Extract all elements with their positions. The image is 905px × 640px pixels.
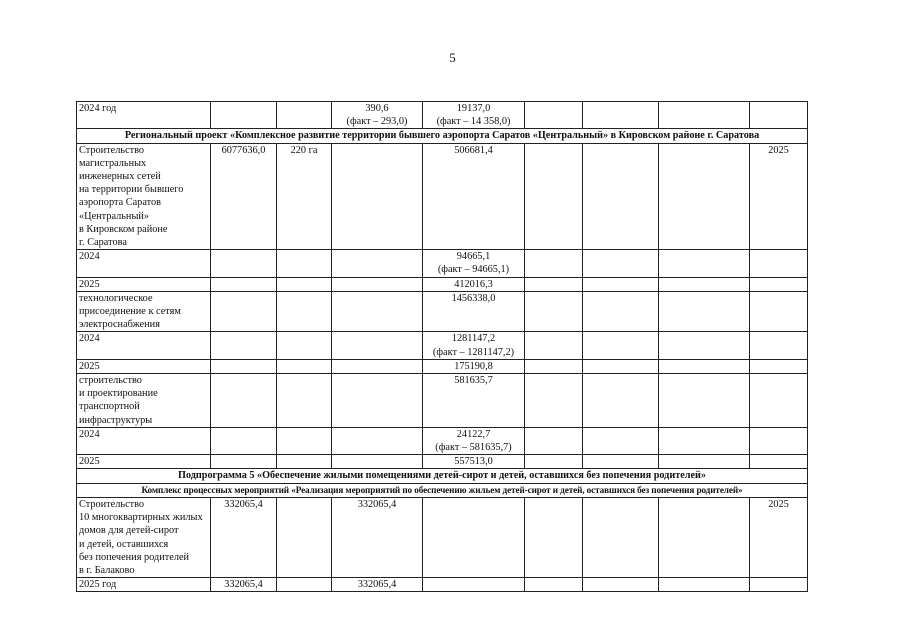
cell-value: 220 га bbox=[277, 143, 332, 250]
section-header bbox=[77, 129, 808, 143]
cell-value: 1456338,0 bbox=[423, 291, 525, 332]
row-object-1-2024 bbox=[77, 250, 808, 277]
page-number: 5 bbox=[449, 50, 456, 65]
cell-label: 2025 bbox=[77, 359, 211, 373]
cell-value: 332065,4 bbox=[332, 497, 423, 577]
row-object-2 bbox=[77, 291, 808, 332]
cell-value: 506681,4 bbox=[423, 143, 525, 250]
cell-value: 581635,7 bbox=[423, 374, 525, 428]
cell-label: 2025 bbox=[77, 455, 211, 469]
cell-value: 412016,3 bbox=[423, 277, 525, 291]
cell-value: 557513,0 bbox=[423, 455, 525, 469]
row-object-4 bbox=[77, 497, 808, 577]
cell-value: 175190,8 bbox=[423, 359, 525, 373]
cell-label: Строительство 10 многоквартирных жилых домов для детей-сирот и детей, оставшихся без попечения родителей в г. Балаково bbox=[77, 497, 211, 577]
section-title: Региональный проект «Комплексное развитие территории бывшего аэропорта Саратов «Центральный» в Кировском районе г. Саратова bbox=[77, 129, 808, 143]
row-object-1 bbox=[77, 143, 808, 250]
cell-label: Строительство магистральных инженерных сетей на территории бывшего аэропорта Саратов «Центральный» в Кировском районе г. Саратова bbox=[77, 143, 211, 250]
cell-label: 2024 bbox=[77, 250, 211, 277]
cell-label: 2024 год bbox=[77, 102, 211, 129]
row-object-3 bbox=[77, 374, 808, 428]
cell-year: 2025 bbox=[750, 497, 808, 577]
cell-label: 2024 bbox=[77, 332, 211, 359]
cell-year: 2025 bbox=[750, 143, 808, 250]
cell-value: 332065,4 bbox=[332, 578, 423, 592]
row-object-3-2025 bbox=[77, 455, 808, 469]
row-2024-top bbox=[77, 102, 808, 129]
cell-label: 2025 год bbox=[77, 578, 211, 592]
section-title: Комплекс процессных мероприятий «Реализация мероприятий по обеспечению жильем детей-сирот и детей, оставшихся без попечения родителей» bbox=[77, 483, 808, 497]
cell-value: 390,6 (факт – 293,0) bbox=[332, 102, 423, 129]
section-title: Подпрограмма 5 «Обеспечение жилыми помещениями детей-сирот и детей, оставшихся без попечения родителей» bbox=[77, 469, 808, 483]
cell-value: 332065,4 bbox=[211, 578, 277, 592]
section-header bbox=[77, 483, 808, 497]
cell-value: 94665,1 (факт – 94665,1) bbox=[423, 250, 525, 277]
cell-value: 332065,4 bbox=[211, 497, 277, 577]
row-object-1-2025 bbox=[77, 277, 808, 291]
data-table bbox=[76, 101, 808, 592]
row-object-4-2025 bbox=[77, 578, 808, 592]
row-object-3-2024 bbox=[77, 427, 808, 454]
cell-label: строительство и проектирование транспортной инфраструктуры bbox=[77, 374, 211, 428]
cell-value: 6077636,0 bbox=[211, 143, 277, 250]
cell-label: технологическое присоединение к сетям электроснабжения bbox=[77, 291, 211, 332]
cell-value: 1281147,2 (факт – 1281147,2) bbox=[423, 332, 525, 359]
cell-value: 19137,0 (факт – 14 358,0) bbox=[423, 102, 525, 129]
row-object-2-2024 bbox=[77, 332, 808, 359]
cell-value: 24122,7 (факт – 581635,7) bbox=[423, 427, 525, 454]
section-header bbox=[77, 469, 808, 483]
row-object-2-2025 bbox=[77, 359, 808, 373]
cell-label: 2024 bbox=[77, 427, 211, 454]
cell-label: 2025 bbox=[77, 277, 211, 291]
